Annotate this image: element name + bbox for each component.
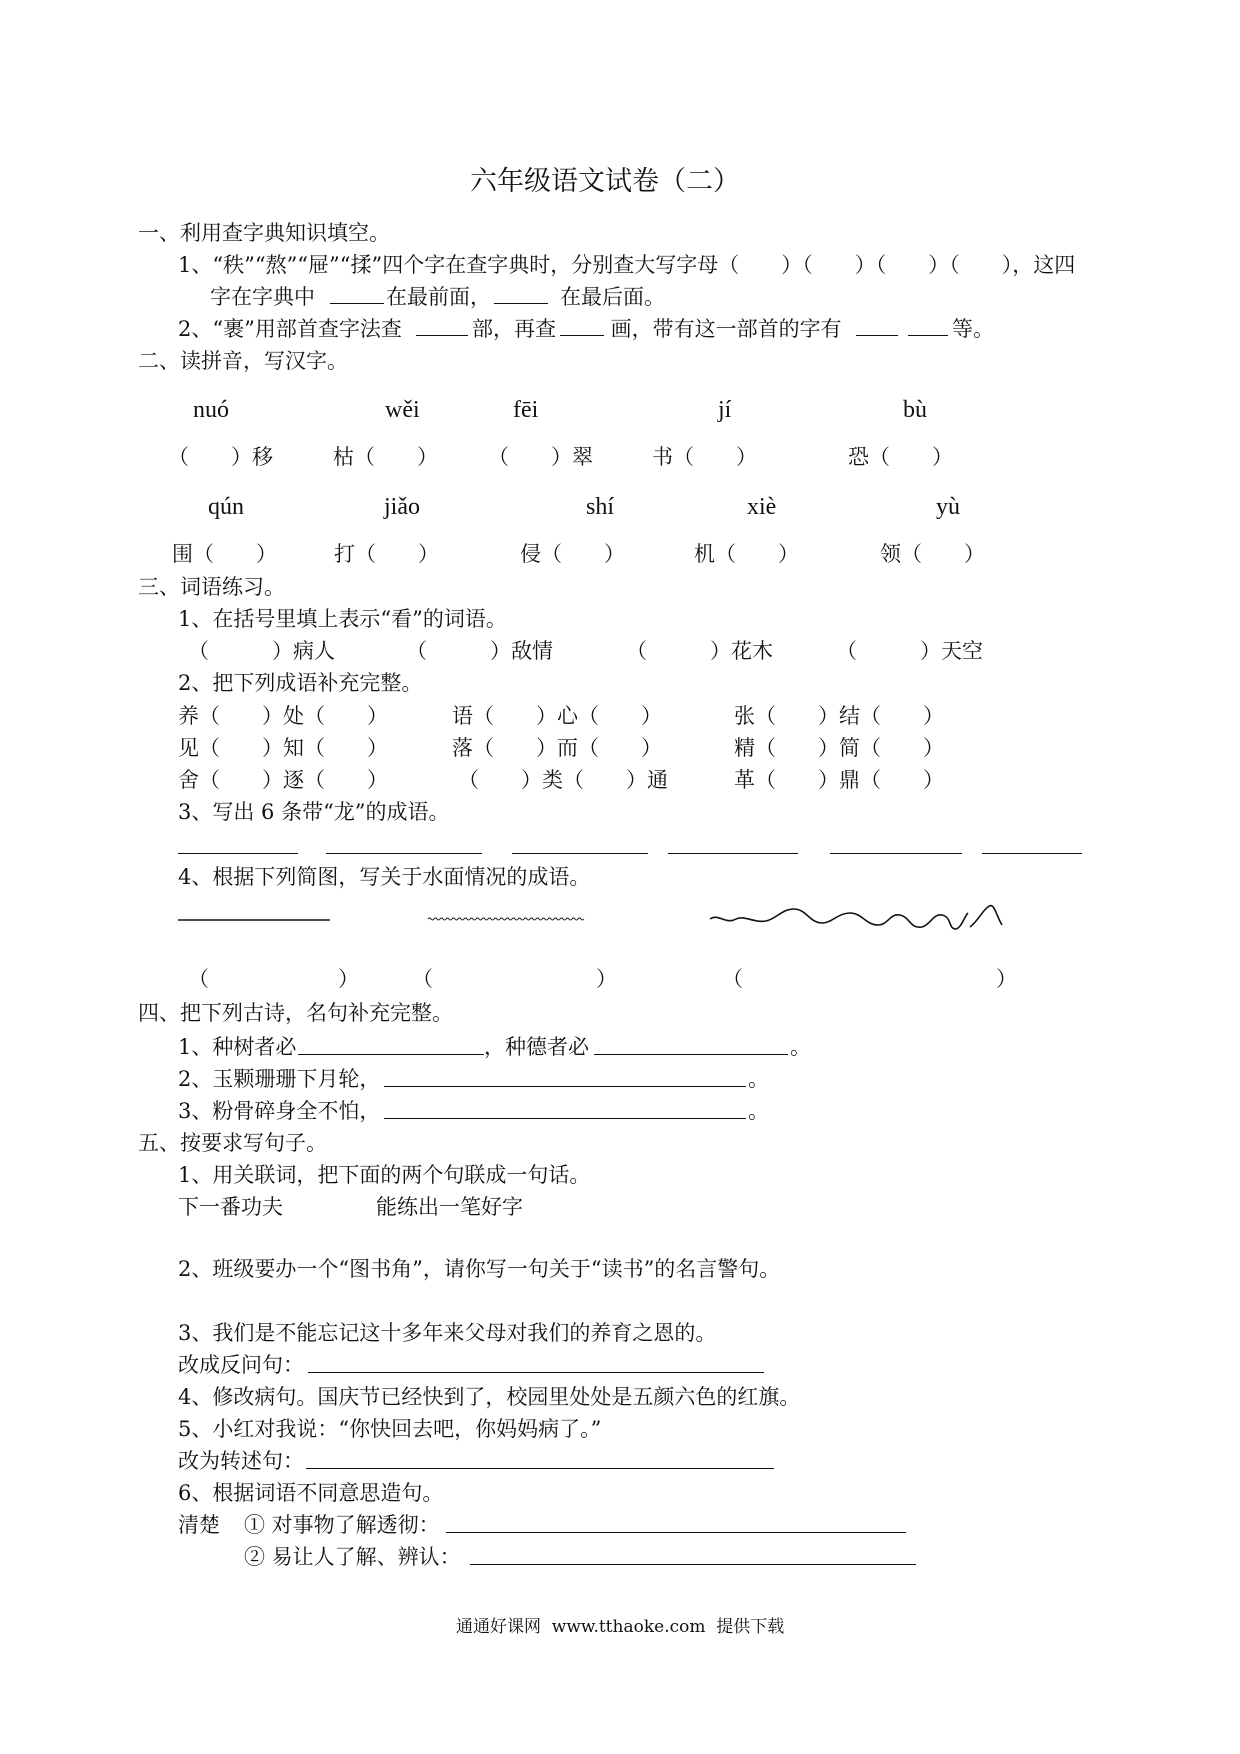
bracket: ） bbox=[596, 967, 617, 991]
bracket: ） bbox=[996, 967, 1017, 991]
answer-line[interactable] bbox=[594, 1054, 788, 1055]
s4-q1-post: 。 bbox=[790, 1035, 811, 1059]
s1-q2-mid2: 画，带有这一部首的字有 bbox=[604, 317, 842, 341]
char-blank: 机（ ） bbox=[694, 542, 799, 566]
pinyin: jiǎo bbox=[384, 494, 420, 520]
pinyin: bù bbox=[903, 397, 927, 423]
answer-line[interactable] bbox=[384, 1086, 746, 1087]
answer-line[interactable] bbox=[178, 853, 298, 854]
s1-q2-mid1: 部，再查 bbox=[472, 317, 556, 341]
pinyin: jí bbox=[718, 397, 732, 423]
char-blank: 侵（ ） bbox=[520, 542, 625, 566]
s3-q1-item: （ ）敌情 bbox=[406, 639, 553, 663]
s5-q3: 3、我们是不能忘记这十多年来父母对我们的养育之恩的。 bbox=[178, 1321, 717, 1345]
s4-q3-post: 。 bbox=[748, 1099, 769, 1123]
s5-q4: 4、修改病句。国庆节已经快到了，校园里处处是五颜六色的红旗。 bbox=[178, 1385, 801, 1409]
char-blank: 枯（ ） bbox=[333, 445, 438, 469]
bracket: （ bbox=[722, 967, 743, 991]
bracket: （ bbox=[412, 967, 433, 991]
s4-q1-pre: 1、种树者必 bbox=[178, 1035, 297, 1059]
idiom: （ ）类（ ）通 bbox=[458, 768, 668, 792]
s5-q3-label: 改成反问句： bbox=[178, 1353, 304, 1377]
pinyin: xiè bbox=[747, 494, 777, 520]
s3-q4: 4、根据下列简图，写关于水面情况的成语。 bbox=[178, 865, 591, 889]
s5-q6-word: 清楚 bbox=[178, 1513, 220, 1537]
pinyin: yù bbox=[936, 494, 960, 520]
idiom: 见（ ）知（ ） bbox=[178, 736, 388, 760]
s5-q6: 6、根据词语不同意思造句。 bbox=[178, 1481, 444, 1505]
pinyin: nuó bbox=[193, 397, 229, 423]
blank[interactable] bbox=[856, 335, 898, 336]
s5-q1: 1、用关联词，把下面的两个句联成一句话。 bbox=[178, 1163, 591, 1187]
s4-q3-pre: 3、粉骨碎身全不怕， bbox=[178, 1099, 381, 1123]
blank[interactable] bbox=[560, 335, 604, 336]
idiom: 革（ ）鼎（ ） bbox=[734, 768, 944, 792]
s5-q5-label: 改为转述句： bbox=[178, 1449, 304, 1473]
s5-q1-clause-a: 下一番功夫 bbox=[178, 1195, 283, 1219]
section-1-heading: 一、利用查字典知识填空。 bbox=[138, 221, 390, 245]
s3-q1: 1、在括号里填上表示“看”的词语。 bbox=[178, 607, 507, 631]
idiom: 精（ ）简（ ） bbox=[734, 736, 944, 760]
s3-q1-item: （ ）病人 bbox=[188, 639, 335, 663]
big-wave-water-line bbox=[970, 906, 1002, 927]
answer-line[interactable] bbox=[668, 853, 798, 854]
s3-q1-item: （ ）花木 bbox=[626, 639, 773, 663]
s5-q6-meaning-1: ① 对事物了解透彻： bbox=[244, 1513, 440, 1537]
s1-q2-pre: 2、“裹”用部首查字法查 bbox=[178, 317, 402, 341]
answer-line[interactable] bbox=[512, 853, 648, 854]
blank[interactable] bbox=[330, 303, 384, 304]
s4-q2-post: 。 bbox=[748, 1067, 769, 1091]
pinyin: qún bbox=[208, 494, 244, 520]
s3-q1-item: （ ）天空 bbox=[836, 639, 983, 663]
answer-line[interactable] bbox=[298, 1054, 484, 1055]
answer-line[interactable] bbox=[326, 853, 482, 854]
idiom: 张（ ）结（ ） bbox=[734, 704, 944, 728]
section-4-heading: 四、把下列古诗，名句补充完整。 bbox=[138, 1001, 453, 1025]
answer-line[interactable] bbox=[830, 853, 962, 854]
s5-q5: 5、小红对我说：“你快回去吧，你妈妈病了。” bbox=[178, 1417, 602, 1441]
ripple-water-line bbox=[428, 918, 584, 920]
section-3-heading: 三、词语练习。 bbox=[138, 575, 285, 599]
s1-q1-line1: 1、“秩”“熬”“屉”“揉”四个字在查字典时，分别查大写字母（ ）（ ）（ ）（ ），这四 bbox=[178, 253, 1076, 277]
char-blank: 恐（ ） bbox=[848, 445, 953, 469]
answer-line[interactable] bbox=[306, 1468, 774, 1469]
blank[interactable] bbox=[416, 335, 468, 336]
answer-line[interactable] bbox=[384, 1118, 746, 1119]
char-blank: （ ）移 bbox=[168, 445, 273, 469]
bracket: ） bbox=[338, 967, 359, 991]
pinyin: wěi bbox=[385, 397, 420, 423]
s1-q1-line2-mid: 在最前面， bbox=[386, 285, 491, 309]
section-5-heading: 五、按要求写句子。 bbox=[138, 1131, 327, 1155]
section-2-heading: 二、读拼音，写汉字。 bbox=[138, 349, 348, 373]
page-title: 六年级语文试卷（二） bbox=[470, 166, 740, 197]
char-blank: 打（ ） bbox=[334, 542, 439, 566]
water-surface-diagram bbox=[170, 895, 1010, 945]
char-blank: （ ）翠 bbox=[488, 445, 593, 469]
s1-q1-line2-pre: 字在字典中 bbox=[210, 285, 315, 309]
idiom: 舍（ ）逐（ ） bbox=[178, 768, 388, 792]
idiom: 落（ ）而（ ） bbox=[452, 736, 662, 760]
char-blank: 领（ ） bbox=[880, 542, 985, 566]
answer-line[interactable] bbox=[446, 1532, 906, 1533]
wave-water-line bbox=[710, 909, 968, 929]
s3-q3: 3、写出 6 条带“龙”的成语。 bbox=[178, 800, 450, 824]
blank[interactable] bbox=[908, 335, 948, 336]
s1-q1-line2-post: 在最后面。 bbox=[560, 285, 665, 309]
s3-q2: 2、把下列成语补充完整。 bbox=[178, 671, 423, 695]
pinyin: fēi bbox=[513, 397, 539, 423]
idiom: 养（ ）处（ ） bbox=[178, 704, 388, 728]
answer-line[interactable] bbox=[308, 1372, 764, 1373]
answer-line[interactable] bbox=[982, 853, 1082, 854]
s5-q6-meaning-2: ② 易让人了解、辨认： bbox=[244, 1545, 461, 1569]
answer-line[interactable] bbox=[470, 1564, 916, 1565]
idiom: 语（ ）心（ ） bbox=[452, 704, 662, 728]
blank[interactable] bbox=[494, 303, 548, 304]
char-blank: 书（ ） bbox=[652, 445, 757, 469]
s1-q2-post: 等。 bbox=[952, 317, 994, 341]
char-blank: 围（ ） bbox=[172, 542, 277, 566]
pinyin: shí bbox=[586, 494, 615, 520]
bracket: （ bbox=[188, 967, 209, 991]
s5-q1-clause-b: 能练出一笔好字 bbox=[376, 1195, 523, 1219]
s4-q2-pre: 2、玉颗珊珊下月轮， bbox=[178, 1067, 381, 1091]
s4-q1-mid: ，种德者必 bbox=[484, 1035, 589, 1059]
footer-source: 通通好课网 www.tthaoke.com 提供下载 bbox=[456, 1617, 785, 1637]
s5-q2: 2、班级要办一个“图书角”，请你写一句关于“读书”的名言警句。 bbox=[178, 1257, 781, 1281]
